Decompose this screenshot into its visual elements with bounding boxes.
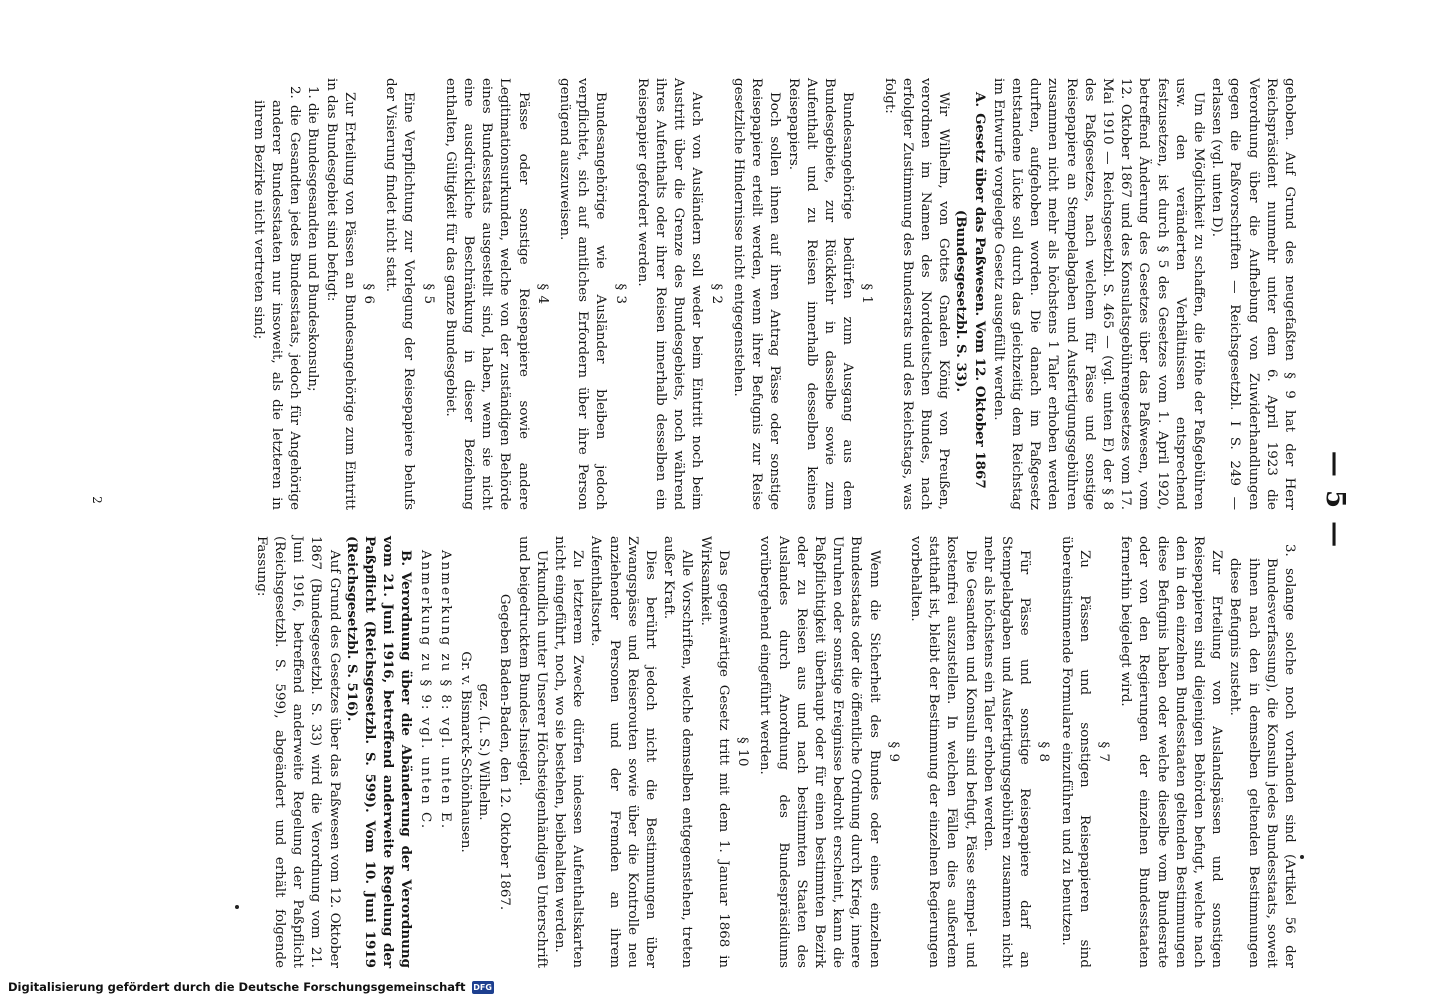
paragraph-10-text-2: Alle Vorschriften, welche demselben entgegenstehen, treten außer Kraft.: [661, 536, 695, 968]
section-a-heading: [970, 78, 988, 510]
paragraph-4-title: § 4: [534, 283, 550, 305]
section-b-letter: B.: [398, 550, 415, 566]
digitization-credit: [8, 980, 494, 994]
paragraph-5-text: Eine Verpflichtung zur Vorlegung der Reisepapiere behufs der Visierung findet nicht statt.: [383, 78, 417, 510]
paragraph-7-title: § 7: [1095, 741, 1111, 763]
closing-formula: Urkundlich unter Unserer Höchsteigenhändigen Unterschrift und beigedrucktem Bundes-Insiegel.: [515, 536, 549, 969]
place-date: Gegeben Baden-Baden, den 12. Oktober 1867.: [497, 593, 513, 911]
left-column: [249, 78, 1298, 510]
signature-king: gez. (L. S.) Wilhelm.: [476, 683, 492, 821]
paragraph-10-text-3: Dies berührt jedoch nicht die Bestimmungen über Zwangspässe und Reiserouten sowie über die Kontrolle neu anziehender Personen und der Fremden an ihrem Aufenthaltsorte.: [588, 536, 659, 968]
list-item: 2. die Gesandten jedes Bundesstaats, jedoch für Angehörige anderer Bundesstaaten nur insoweit, als die letzteren in ihrem Bezirke nicht vertreten sind;: [250, 86, 303, 510]
signature-chancellor: Gr. v. Bismarck-Schönhausen.: [458, 651, 474, 853]
preamble: Wir Wilhelm, von Gottes Gnaden König von Preußen, verordnen im Namen des Norddeutschen Bundes, nach erfolgter Zustimmung des Bundesrats und des Reichstags, was folgt:: [881, 78, 952, 510]
paragraph-8-text: Für Pässe und sonstige Reisepapiere darf an Stempelabgaben und Ausfertigungsgebühren zusammen nicht mehr als höchstens ein Taler erhoben werden.: [980, 536, 1033, 968]
section-a-subtitle: (Bundesgesetzbl. S. 33).: [953, 209, 970, 393]
paragraph-3-title: § 3: [612, 283, 628, 305]
paragraph-4-text: Pässe oder sonstige Reisepapiere sowie andere Legitimationsurkunden, welche von der zuständigen Behörde eines Bundesstaats ausgestellt sind, haben, wenn sie nicht eine ausdrückliche Beschränkung in dieser Beziehung enthalten, Gültigkeit für das ganze Bundesgebiet.: [442, 78, 531, 510]
list-item: 3. solange solche noch vorhanden sind (Artikel 56 der Bundesverfassung), die Konsuln jedes Bundesstaats, soweit ihnen nach den in demselben geltenden Bestimmungen diese Befugnis zusteht.: [1227, 544, 1297, 968]
paragraph-2-title: § 2: [708, 283, 724, 305]
section-b-text: Auf Grund des Gesetzes über das Paßwesen vom 12. Oktober 1867 (Bundesgesetzbl. S. 33) wird die Verordnung vom 21. Juni 1916, betreffend anderweite Regelung der Paßpflicht (Reichsgesetzbl. S. 599), abgeändert und erhält folgende Fassung:: [253, 536, 342, 968]
signature-block: [456, 536, 492, 968]
note-paragraph-9: Anmerkung zu § 9: vgl. unten C.: [417, 550, 433, 831]
scan-speck: [235, 905, 239, 909]
paragraph-10-title: § 10: [735, 737, 751, 767]
section-a-title: Gesetz über das Paßwesen. Vom 12. Oktober 1867: [971, 113, 988, 489]
section-b-heading: [343, 536, 416, 968]
paragraph-5-title: § 5: [420, 283, 436, 305]
note-paragraph-8: Anmerkung zu § 8: vgl. unten E.: [437, 550, 453, 831]
paragraph-2-text: Auch von Ausländern soll weder beim Eintritt noch beim Austritt über die Grenze des Bundesgebiets, noch während ihres Aufenthalts oder ihrer Reisen innerhalb desselben ein Reisepapier gefordert werden.: [634, 78, 705, 510]
paragraph-6-list: [249, 78, 322, 510]
paragraph-1-text-2: Doch sollen ihnen auf ihren Antrag Pässe oder sonstige Reisepapiere erteilt werden, wenn ihrer Befugnis zur Reise gesetzliche Hindernisse nicht entgegenstehen.: [730, 78, 783, 510]
paragraph-9-text: Wenn die Sicherheit des Bundes oder eines einzelnen Bundesstaats oder die öffentliche Ordnung durch Krieg, innere Unruhen oder sonstige Ereignisse bedroht erscheint, kann die Paßpflichtigkeit überhaupt oder für einen bestimmten Bezirk oder zu Reisen aus und nach bestimmten Staaten des Auslandes durch Anordnung des Bundespräsidiums vorübergehend eingeführt werden.: [757, 536, 882, 968]
paragraph-1-title: § 1: [859, 283, 875, 305]
scan-speck: [1300, 855, 1304, 859]
paragraph-6-text: Zur Erteilung von Pässen an Bundesangehörige zum Eintritt in das Bundesgebiet sind befugt:: [323, 78, 357, 510]
paragraph-10-text-4: Zu letzterem Zwecke dürfen indessen Aufenthaltskarten nicht eingeführt, noch, wo sie bestehen, beibehalten werden.: [552, 536, 586, 968]
page-number: — 5 —: [1320, 450, 1350, 550]
paragraph-8-text-2: Die Gesandten und Konsuln sind befugt, Pässe stempel- und kostenfrei auszustellen. In welchen Fällen dies außerdem statthaft ist, bleibt der Bestimmung der einzelnen Regierungen vorbehalten.: [907, 536, 978, 968]
paragraph-3-text: Bundesangehörige wie Ausländer bleiben jedoch verpflichtet, sich auf amtliches Erfordern über ihre Person genügend auszuweisen.: [557, 78, 609, 510]
paragraph-9-title: § 9: [885, 741, 901, 763]
paragraph-6-continuation: Zur Erteilung von Auslandspässen und sonstigen Reisepapieren sind diejenigen Behörden befugt, welche nach den in den einzelnen Bundesstaaten geltenden Bestimmungen diese Befugnis haben oder welche dieselbe vom Bundesrate oder von den Regierungen der einzelnen Bundesstaaten fernerhin beigelegt wird.: [1118, 536, 1225, 968]
paragraph-10-text: Das gegenwärtige Gesetz tritt mit dem 1. Januar 1868 in Wirksamkeit.: [697, 536, 731, 968]
paragraph-6-title: § 6: [361, 283, 377, 305]
list-item: 1. die Bundesgesandten und Bundeskonsuln;: [305, 86, 321, 392]
paragraph-7-text: Zu Pässen und sonstigen Reisepapieren sind übereinstimmende Formulare einzuführen und zu benutzen.: [1058, 536, 1092, 968]
credit-text: Digitalisierung gefördert durch die Deutsche Forschungsgemeinschaft: [8, 980, 466, 994]
paragraph-6-list-cont: [1225, 536, 1298, 968]
paragraph-1-text: Bundesangehörige bedürfen zum Ausgang aus dem Bundesgebiete, zur Rückkehr in dasselbe sowie zum Aufenthalt und zu Reisen innerhalb desselben keines Reisepapiers.: [785, 78, 856, 510]
section-a-letter: A.: [971, 92, 988, 108]
intro-paragraph: gehoben. Auf Grund des neugefaßten § 9 hat der Herr Reichspräsident nunmehr unter dem 6. April 1923 die Verordnung über die Aufhebung von Zuwiderhandlungen gegen die Paßvorschriften — Reichsgesetzbl. I S. 249 — erlassen (vgl. unten D).: [1209, 78, 1297, 510]
intro-paragraph-2: Um die Möglichkeit zu schaffen, die Höhe der Paßgebühren usw. den veränderten Verhältnissen entsprechend festzusetzen, ist durch § 5 des Gesetzes vom 1. April 1920, betreffend Änderung des Gesetzes über das Paßwesen, vom 12. Oktober 1867 und des Konsulatsgebührengesetzes vom 17. Mai 1910 — Reichsgesetzbl. S. 465 — (vgl. unten E) der § 8 des Paßgesetzes, nach welchem für Pässe und sonstige Reisepapiere an Stempelabgaben und Ausfertigungsgebühren zusammen nicht mehr als höchstens 1 Taler erhoben werden durften, aufgehoben worden. Die danach im Paßgesetz entstandene Lücke soll durch das gleichzeitig dem Reichstag im Entwurfe vorgelegte Gesetz ausgefüllt werden.: [990, 78, 1206, 510]
paragraph-8-title: § 8: [1036, 741, 1052, 763]
right-column: [252, 536, 1298, 968]
signature-mark: 2: [90, 496, 104, 504]
section-b-title: Verordnung über die Abänderung der Verordnung vom 21. Juni 1916, betreffend anderweite Regelung der Paßpflicht (Reichsgesetzbl. S. 599). Vom 10. Juni 1919 (Reichsgesetzbl. S. 516).: [343, 536, 415, 968]
dfg-logo-icon: DFG: [473, 982, 492, 992]
